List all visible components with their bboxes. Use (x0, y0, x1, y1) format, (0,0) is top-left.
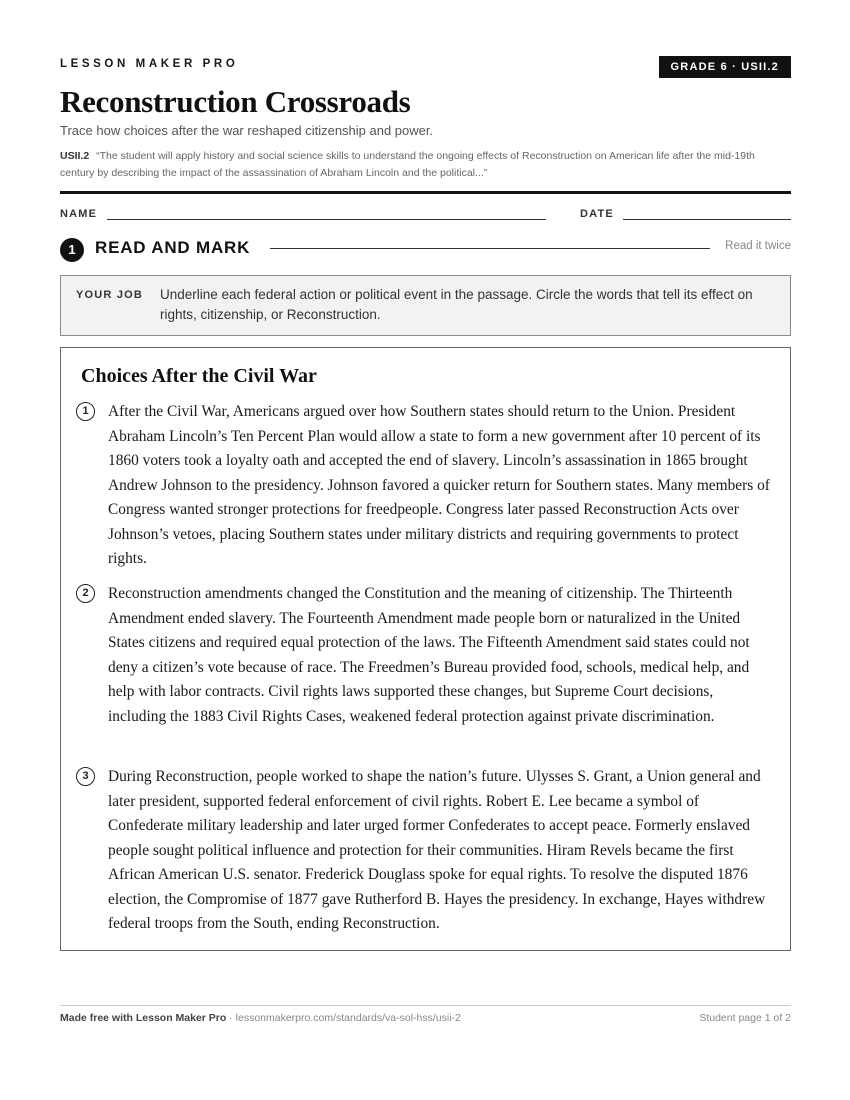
passage-title: Choices After the Civil War (81, 365, 317, 387)
name-label: NAME (60, 208, 98, 220)
paragraph-number: 3 (76, 767, 95, 786)
name-date-row (60, 208, 791, 224)
worksheet-page (60, 0, 791, 1100)
footer-divider (60, 1005, 791, 1006)
paragraph-number: 2 (76, 584, 95, 603)
standard-statement (60, 148, 791, 182)
paragraph-text: After the Civil War, Americans argued over how Southern states should return to the Union. President Abraham Lincoln’s Ten Percent Plan would allow a state to form a new government after 10 percent of its 1860 voters took a loyalty oath and accepted the end of slavery. Lincoln’s assassination in 1865 brought Andrew Johnson to the presidency. Johnson favored a quicker return for Southern states. Many members of Congress wanted stronger protections for freedpeople. Congress later passed Reconstruction Acts over Johnson’s vetoes, placing Southern states under military districts and requiring governments to protect rights. (108, 403, 770, 567)
section-header (60, 236, 791, 260)
your-job-label: YOUR JOB (76, 289, 144, 301)
name-field[interactable] (107, 219, 546, 220)
footer-made-with: Made free with Lesson Maker Pro (60, 1012, 227, 1024)
your-job-box (60, 275, 791, 336)
grade-badge: GRADE 6 · USII.2 (659, 56, 791, 78)
page-subtitle: Trace how choices after the war reshaped citizenship and power. (60, 123, 434, 138)
date-label: DATE (580, 208, 614, 220)
brand-name: LESSON MAKER PRO (60, 58, 239, 70)
section-divider (270, 248, 710, 249)
section-title: READ AND MARK (95, 238, 251, 257)
paragraph-text: During Reconstruction, people worked to shape the nation’s future. Ulysses S. Grant, a Union general and later president, supported federal enforcement of civil rights. Robert E. Lee became a symbol of Confederate military leadership and later urged former Confederates to accept peace. Formerly enslaved people sought political influence and protection for their communities. Hiram Revels became the first African American U.S. senator. Frederick Douglass spoke for equal rights. To resolve the disputed 1876 election, the Compromise of 1877 gave Rutherford B. Hayes the presidency. In exchange, Hayes withdrew federal troops from the South, ending Reconstruction. (108, 768, 766, 932)
footer-url[interactable]: · lessonmakerpro.com/standards/va-sol-hss/usii-2 (226, 1012, 461, 1024)
date-field[interactable] (623, 219, 791, 220)
top-bar (60, 56, 791, 80)
paragraph-text: Reconstruction amendments changed the Constitution and the meaning of citizenship. The Thirteenth Amendment ended slavery. The Fourteenth Amendment made people born or naturalized in the United States citizens and required equal protection of the laws. The Fifteenth Amendment said states could not deny a citizen’s vote because of race. The Freedmen’s Bureau provided food, schools, medical help, and help with labor contracts. Civil rights laws supported these changes, but Supreme Court decisions, including the 1883 Civil Rights Cases, weakened federal protection against private discrimination. (108, 585, 750, 725)
paragraph-number: 1 (76, 402, 95, 421)
standard-code: USII.2 (60, 150, 90, 162)
section-note: Read it twice (725, 240, 791, 252)
header-divider (60, 191, 791, 194)
your-job-instructions: Underline each federal action or political event in the passage. Circle the words that tell its effect on rights, citizenship, or Reconstruction. (160, 287, 753, 322)
footer-page-number: Student page 1 of 2 (699, 1012, 791, 1024)
page-title: Reconstruction Crossroads (60, 84, 411, 119)
footer-credit (60, 1012, 461, 1024)
section-number-badge: 1 (60, 238, 84, 262)
reading-passage (60, 347, 791, 951)
standard-text: “The student will apply history and social science skills to understand the ongoing effects of Reconstruction on American life after the mid-19th century by describing the impact of the assassination of Abraham Lincoln and the political...” (60, 150, 755, 179)
